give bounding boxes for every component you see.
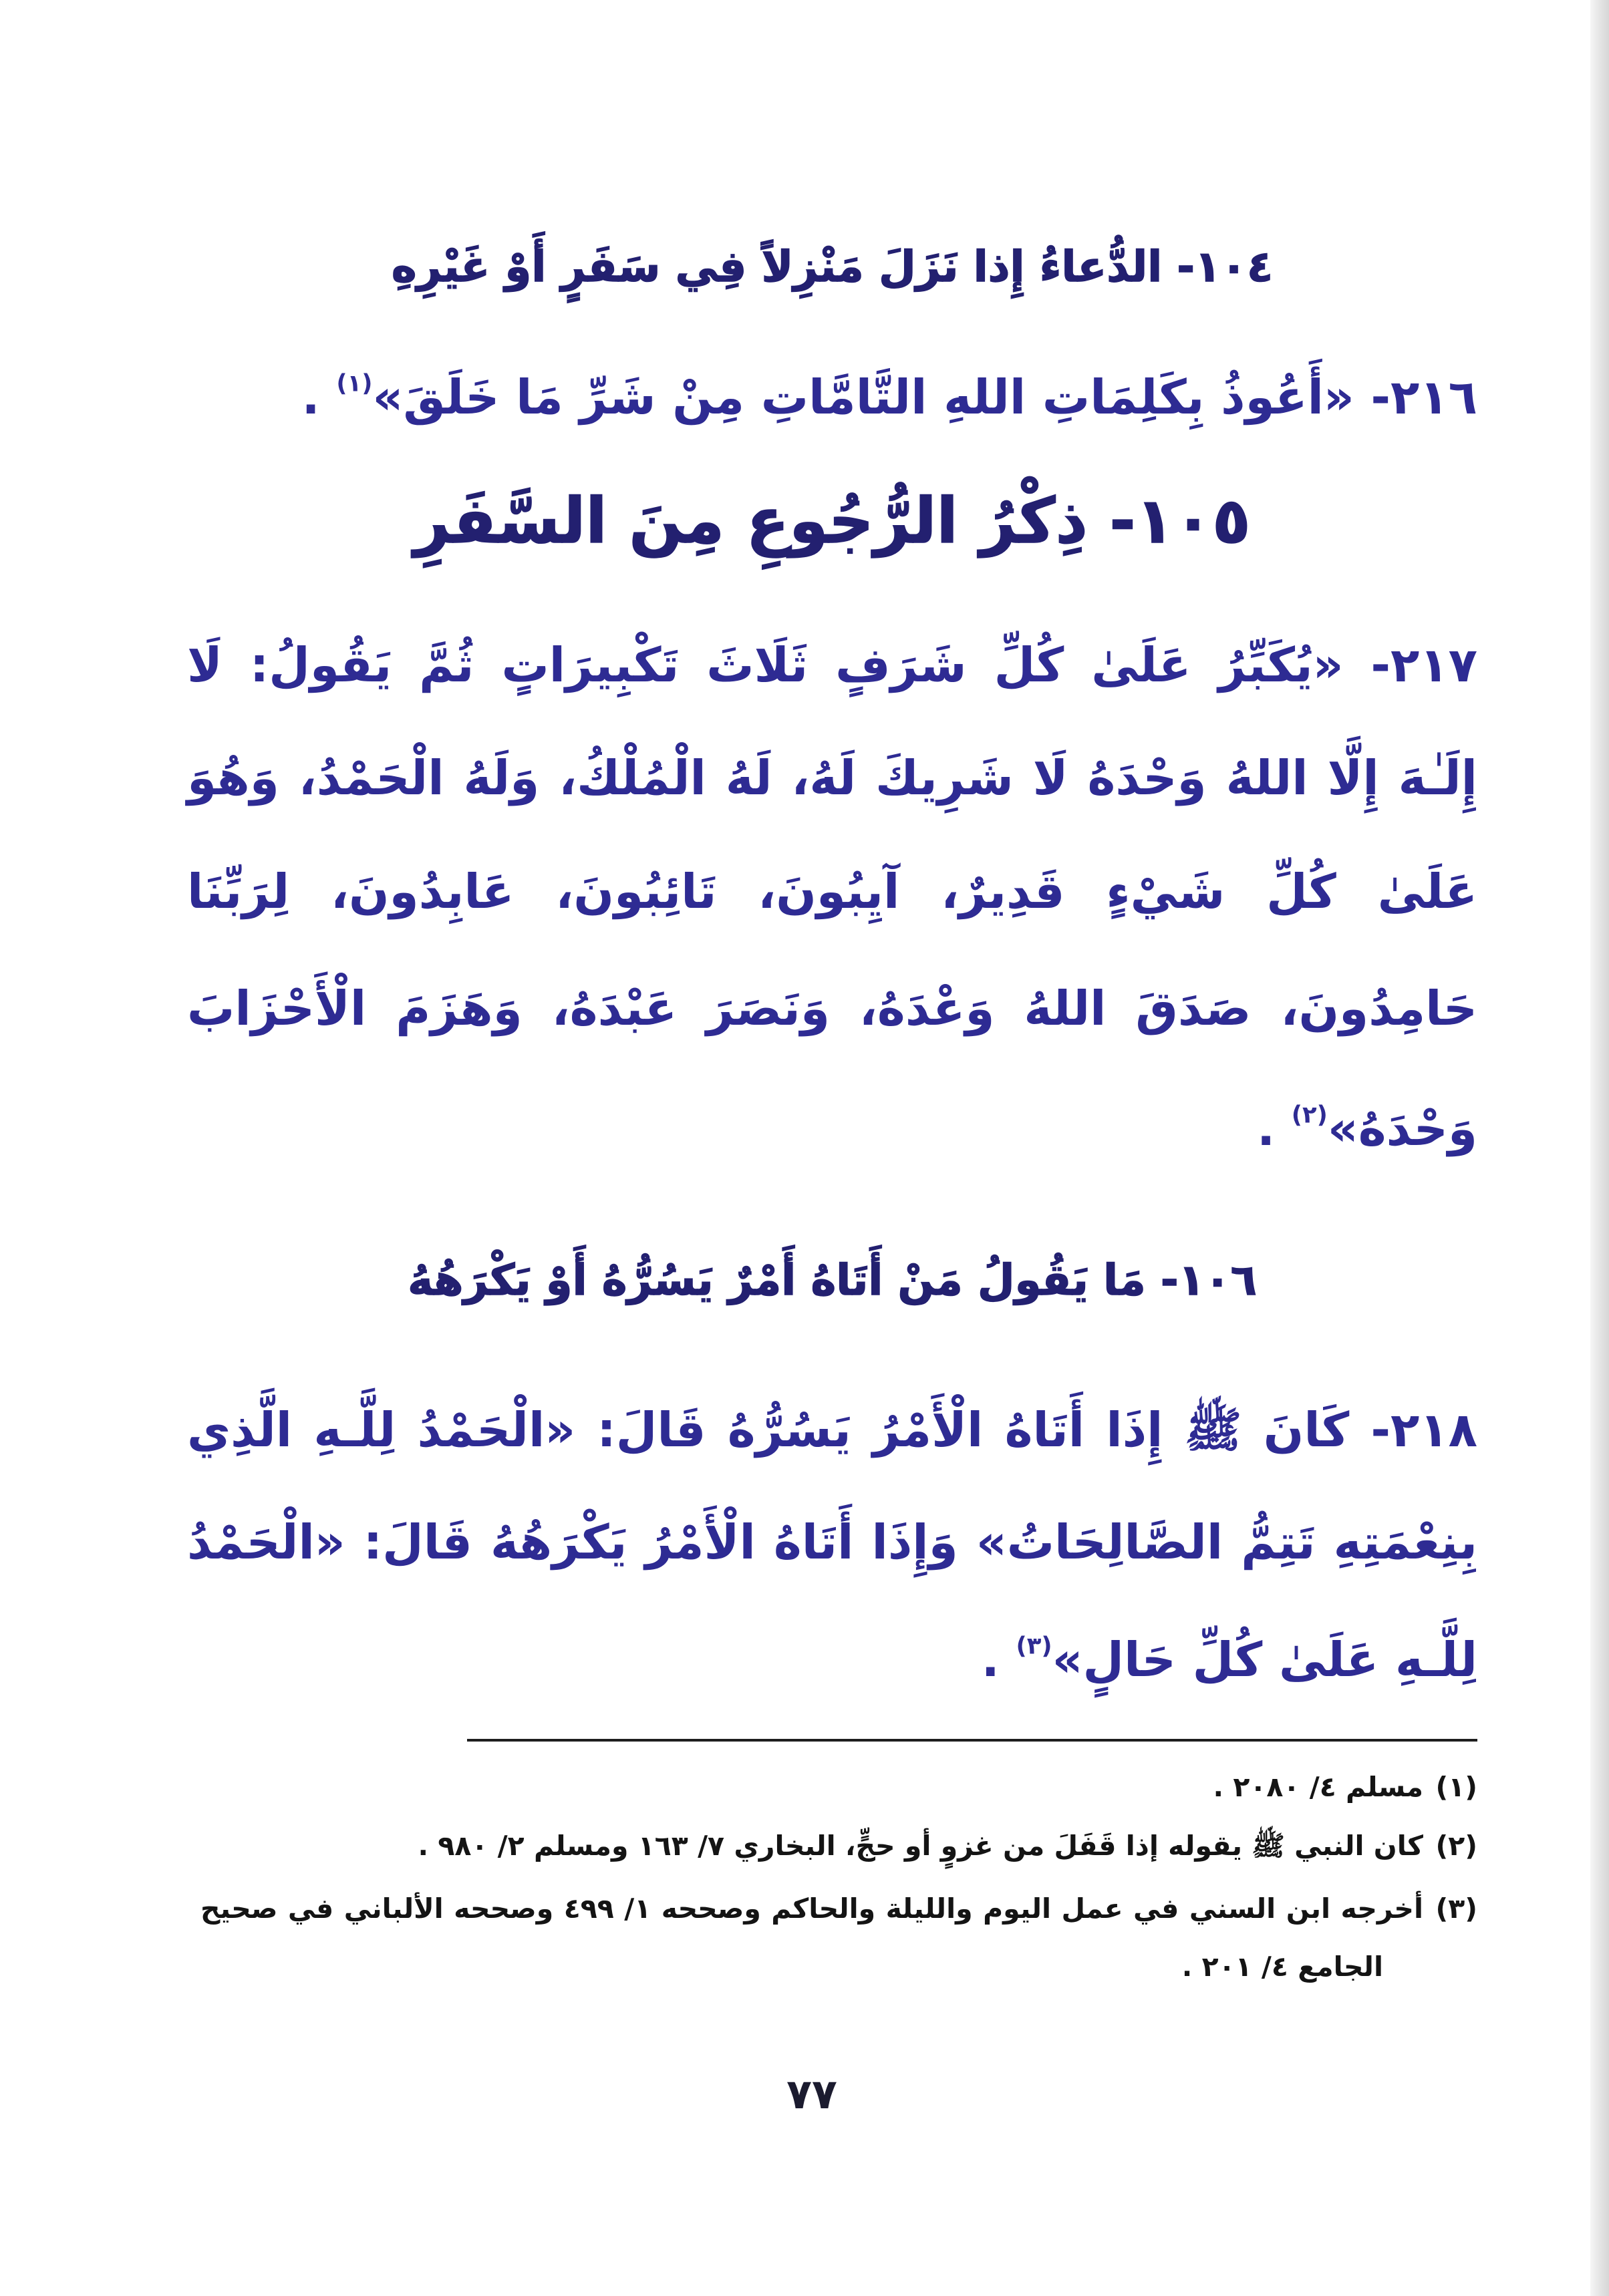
dua-218-line-1	[187, 1373, 1477, 1487]
footnote-marker: (٢)	[1435, 1830, 1477, 1862]
dua-text: ٢١٦- «أَعُوذُ بِكَلِمَاتِ اللهِ التَّامَّاتِ مِنْ شَرِّ مَا خَلَقَ»	[372, 369, 1477, 425]
dua-text: عَلَىٰ كُلِّ شَيْءٍ قَدِيرٌ، آيِبُونَ، تَائِبُونَ، عَابِدُونَ، لِرَبِّنَا	[187, 864, 1477, 919]
dua-text: ٢١٧- «يُكَبِّرُ عَلَىٰ كُلِّ شَرَفٍ ثَلَاثَ تَكْبِيرَاتٍ ثُمَّ يَقُولُ: لَا	[187, 637, 1477, 693]
footnote-marker: (٣)	[1435, 1893, 1477, 1925]
footnote-separator	[467, 1739, 1477, 1742]
dua-text: إِلَـٰهَ إِلَّا اللهُ وَحْدَهُ لَا شَرِيكَ لَهُ، لَهُ الْمُلْكُ، وَلَهُ الْحَمْدُ، وَهُوَ	[187, 750, 1477, 806]
footnote-reference-2: (٢)	[1291, 1101, 1328, 1129]
dua-216-line	[187, 341, 1477, 454]
dua-217-line-2	[187, 721, 1477, 835]
dua-text: وَحْدَهُ»	[1327, 1101, 1477, 1156]
footnote-text: أخرجه ابن السني في عمل اليوم والليلة والحاكم وصححه ١/ ٤٩٩ وصححه الألباني في صحيح	[200, 1893, 1424, 1925]
dua-218-line-3	[187, 1603, 1477, 1717]
footnote-2	[200, 1816, 1477, 1875]
footnote-reference-3: (٣)	[1016, 1632, 1052, 1660]
footnote-reference-1: (١)	[336, 369, 373, 397]
scan-shadow-edge	[1590, 0, 1609, 2296]
chapter-heading-104: ١٠٤- الدُّعاءُ إِذا نَزَلَ مَنْزِلاً فِي سَفَرٍ أَوْ غَيْرِهِ	[391, 242, 1274, 292]
chapter-heading-105: ١٠٥- ذِكْرُ الرُّجُوعِ مِنَ السَّفَرِ	[414, 485, 1251, 558]
chapter-heading-106: ١٠٦- مَا يَقُولُ مَنْ أَتَاهُ أَمْرٌ يَسُرُّهُ أَوْ يَكْرَهُهُ	[408, 1256, 1257, 1305]
dua-text: لِلَّـهِ عَلَىٰ كُلِّ حَالٍ»	[1052, 1632, 1477, 1687]
dua-217-line-1	[187, 609, 1477, 722]
dua-218-line-2	[187, 1486, 1477, 1599]
line-end-period: .	[301, 369, 337, 425]
footnote-marker: (١)	[1435, 1771, 1477, 1803]
page-number: ٧٧	[786, 2070, 837, 2118]
footnote-text: كان النبي ﷺ يقوله إذا قَفَلَ من غزوٍ أو حجٍّ، البخاري ٧/ ١٦٣ ومسلم ٢/ ٩٨٠ .	[418, 1830, 1424, 1862]
dua-text: ٢١٨- كَانَ ﷺ إِذَا أَتَاهُ الْأَمْرُ يَسُرُّهُ قَالَ: «الْحَمْدُ لِلَّـهِ الَّذِي	[187, 1402, 1477, 1458]
footnote-text: الجامع ٤/ ٢٠١ .	[1181, 1951, 1383, 1983]
dua-217-line-3	[187, 835, 1477, 949]
line-end-period: .	[981, 1632, 1016, 1687]
dua-217-line-5	[187, 1072, 1477, 1186]
line-end-period: .	[1257, 1101, 1292, 1156]
footnote-1	[200, 1758, 1477, 1816]
dua-text: بِنِعْمَتِهِ تَتِمُّ الصَّالِحَاتُ» وَإِذَا أَتَاهُ الْأَمْرُ يَكْرَهُهُ قَالَ: «الْحَمْدُ	[187, 1514, 1477, 1570]
dua-217-line-4	[187, 952, 1477, 1065]
footnote-3-continuation	[200, 1937, 1383, 1996]
footnote-text: مسلم ٤/ ٢٠٨٠ .	[1213, 1771, 1424, 1803]
dua-text: حَامِدُونَ، صَدَقَ اللهُ وَعْدَهُ، وَنَصَرَ عَبْدَهُ، وَهَزَمَ الْأَحْزَابَ	[187, 981, 1477, 1036]
footnote-3	[200, 1879, 1477, 1938]
